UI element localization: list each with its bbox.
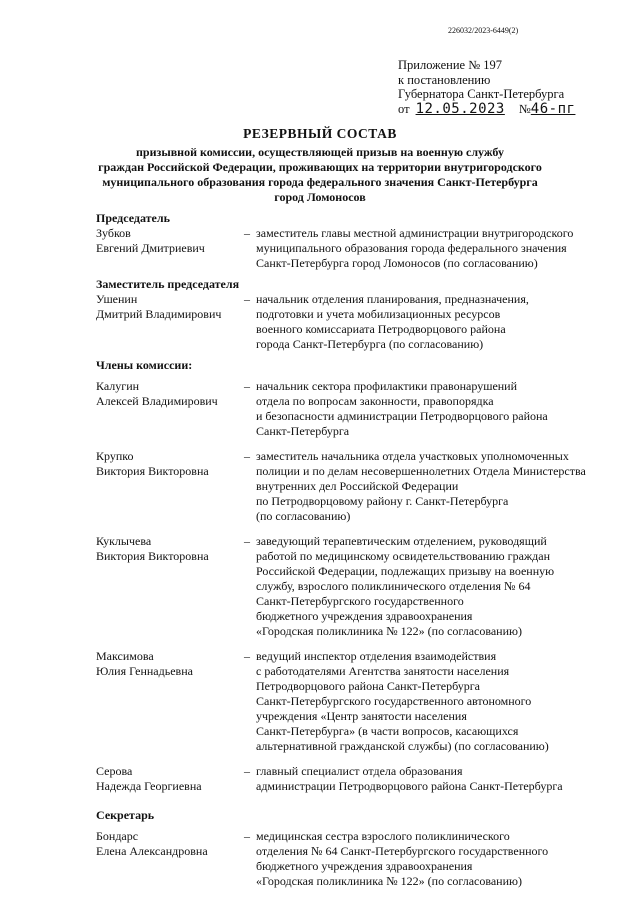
section-heading-members: Члены комиссии: [96, 358, 193, 372]
person-role [256, 292, 616, 352]
role-line: внутренних дел Российской Федерации [256, 479, 459, 493]
person-entry [96, 534, 616, 639]
role-line: заместитель начальника отдела участковых уполномоченных [256, 449, 569, 463]
person-entry [96, 379, 616, 439]
role-line: отдела по вопросам законности, правопорядка [256, 394, 494, 408]
role-line: заместитель главы местной администрации внутригородского [256, 226, 574, 240]
separator-dash: – [244, 534, 250, 548]
person-role [256, 449, 616, 524]
role-line: главный специалист отдела образования [256, 764, 463, 778]
role-line: заведующий терапевтическим отделением, руководящий [256, 534, 547, 548]
role-line: Санкт-Петербургского государственного автономного [256, 694, 532, 708]
person-surname: Зубков [96, 226, 131, 240]
person-given-names: Юлия Геннадьевна [96, 664, 193, 678]
person-entry [96, 292, 616, 352]
role-line: «Городская поликлиника № 122» (по согласованию) [256, 624, 522, 638]
person-surname: Калугин [96, 379, 140, 393]
person-role [256, 764, 616, 794]
separator-dash: – [244, 379, 250, 393]
commission-list [96, 211, 616, 889]
person-surname: Серова [96, 764, 133, 778]
title-main: РЕЗЕРВНЫЙ СОСТАВ [243, 126, 397, 141]
person-name [96, 292, 244, 352]
person-entry [96, 226, 616, 271]
person-role [256, 649, 616, 754]
role-line: подготовки и учета мобилизационных ресурсов [256, 307, 501, 321]
person-given-names: Надежда Георгиевна [96, 779, 202, 793]
person-name [96, 649, 244, 754]
document-registration-number: 226032/2023-6449(2) [448, 26, 519, 35]
section-heading-chairman: Председатель [96, 211, 170, 225]
role-line: бюджетного учреждения здравоохранения [256, 859, 473, 873]
role-line: полиции и по делам несовершеннолетних Отдела Министерства [256, 464, 586, 478]
person-surname: Куклычева [96, 534, 152, 548]
person-given-names: Елена Александровна [96, 844, 208, 858]
appendix-line: к постановлению [398, 72, 491, 87]
person-given-names: Дмитрий Владимирович [96, 307, 222, 321]
separator-dash: – [244, 292, 250, 306]
role-line: начальник сектора профилактики правонарушений [256, 379, 518, 393]
person-role [256, 829, 616, 889]
person-name [96, 829, 244, 889]
person-surname: Максимова [96, 649, 154, 663]
person-role [256, 226, 616, 271]
section-heading-secretary: Секретарь [96, 808, 155, 822]
separator-dash: – [244, 449, 250, 463]
role-line: ведущий инспектор отделения взаимодействия [256, 649, 497, 663]
person-role [256, 534, 616, 639]
person-surname: Крупко [96, 449, 134, 463]
person-entry [96, 829, 616, 889]
appendix-block [398, 58, 575, 116]
person-surname: Бондарс [96, 829, 139, 843]
title-line: муниципального образования города федерального значения Санкт-Петербурга [102, 175, 538, 189]
person-given-names: Виктория Викторовна [96, 464, 209, 478]
role-line: по Петродворцовому району г. Санкт-Петербурга [256, 494, 509, 508]
person-given-names: Евгений Дмитриевич [96, 241, 205, 255]
role-line: города Санкт-Петербурга (по согласованию) [256, 337, 484, 351]
role-line: военного комиссариата Петродворцового района [256, 322, 506, 336]
role-line: Санкт-Петербурга» (в части вопросов, касающихся [256, 724, 519, 738]
separator-dash: – [244, 649, 250, 663]
role-line: «Городская поликлиника № 122» (по согласованию) [256, 874, 522, 888]
person-name [96, 226, 244, 271]
number-label: № [518, 101, 531, 116]
title-line: город Ломоносов [274, 190, 366, 204]
person-entry [96, 764, 616, 794]
role-line: Санкт-Петербурга [256, 424, 350, 438]
person-name [96, 534, 244, 639]
role-line: муниципального образования города федерального значения [256, 241, 567, 255]
role-line: (по согласованию) [256, 509, 351, 523]
person-entry [96, 649, 616, 754]
person-entry [96, 449, 616, 524]
role-line: отделения № 64 Санкт-Петербургского государственного [256, 844, 549, 858]
decree-number: 46-пг [530, 100, 576, 117]
appendix-line: Губернатора Санкт-Петербурга [398, 87, 565, 101]
title-line: граждан Российской Федерации, проживающих на территории внутригородского [98, 160, 542, 174]
person-surname: Ушенин [96, 292, 138, 306]
role-line: учреждения «Центр занятости населения [256, 709, 467, 723]
role-line: Российской Федерации, подлежащих призыву на военную [256, 564, 555, 578]
role-line: Санкт-Петербургского государственного [256, 594, 464, 608]
person-role [256, 379, 616, 439]
separator-dash: – [244, 764, 250, 778]
role-line: начальник отделения планирования, предназначения, [256, 292, 529, 306]
role-line: бюджетного учреждения здравоохранения [256, 609, 473, 623]
role-line: службу, взрослого поликлинического отделения № 64 [256, 579, 531, 593]
role-line: Петродворцового района Санкт-Петербурга [256, 679, 480, 693]
role-line: альтернативной гражданской службы) (по согласованию) [256, 739, 549, 753]
appendix-date-line [398, 102, 575, 117]
separator-dash: – [244, 226, 250, 240]
document-title [0, 126, 640, 205]
date-prefix: от [398, 101, 410, 116]
appendix-line: Приложение № 197 [398, 58, 503, 72]
person-given-names: Виктория Викторовна [96, 549, 209, 563]
role-line: Санкт-Петербурга город Ломоносов (по согласованию) [256, 256, 538, 270]
role-line: с работодателями Агентства занятости населения [256, 664, 510, 678]
role-line: работой по медицинскому освидетельствованию граждан [256, 549, 551, 563]
person-name [96, 379, 244, 439]
person-name [96, 764, 244, 794]
title-line: призывной комиссии, осуществляющей призыв на военную службу [136, 145, 504, 159]
role-line: администрации Петродворцового района Санкт-Петербурга [256, 779, 563, 793]
role-line: медицинская сестра взрослого поликлинического [256, 829, 510, 843]
decree-date: 12.05.2023 [415, 100, 505, 117]
person-name [96, 449, 244, 524]
person-given-names: Алексей Владимирович [96, 394, 218, 408]
role-line: и безопасности администрации Петродворцового района [256, 409, 548, 423]
separator-dash: – [244, 829, 250, 843]
section-heading-deputy: Заместитель председателя [96, 277, 240, 291]
